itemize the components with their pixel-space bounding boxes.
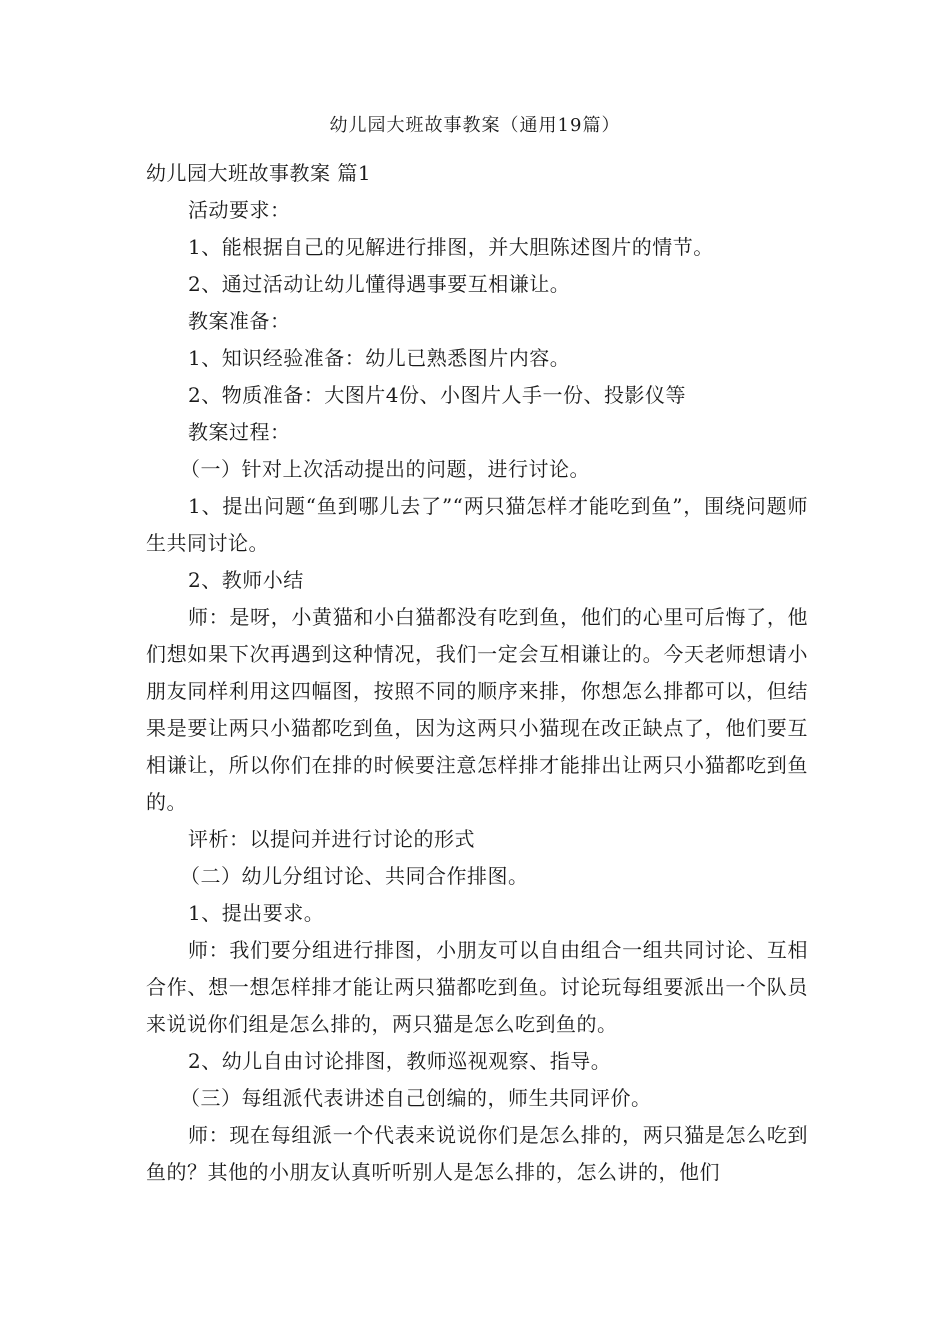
paragraph: 1、提出要求。 bbox=[188, 901, 325, 925]
paragraph: （三）每组派代表讲述自己创编的，师生共同评价。 bbox=[180, 1086, 652, 1110]
paragraph: 2、幼儿自由讨论排图，教师巡视观察、指导。 bbox=[188, 1049, 612, 1073]
paragraph: 1、提出问题“鱼到哪儿去了”“两只猫怎样才能吃到鱼”，围绕问题师生共同讨论。 bbox=[146, 494, 808, 555]
paragraph: 活动要求： bbox=[188, 198, 291, 222]
paragraph: 2、教师小结 bbox=[188, 568, 304, 592]
paragraph: 师：我们要分组进行排图，小朋友可以自由组合一组共同讨论、互相合作、想一想怎样排才能让两只猫都吃到鱼。讨论玩每组要派出一个队员来说说你们组是怎么排的，两只猫是怎么吃到鱼的。 bbox=[146, 938, 808, 1036]
document-body bbox=[146, 155, 808, 1191]
paragraph: 2、物质准备：大图片4份、小图片人手一份、投影仪等 bbox=[188, 383, 686, 407]
paragraph: （一）针对上次活动提出的问题，进行讨论。 bbox=[180, 457, 590, 481]
paragraph: 师：现在每组派一个代表来说说你们是怎么排的，两只猫是怎么吃到鱼的？其他的小朋友认真听听别人是怎么排的，怎么讲的，他们 bbox=[146, 1123, 808, 1184]
paragraph: 评析：以提问并进行讨论的形式 bbox=[188, 827, 475, 851]
document-title: 幼儿园大班故事教案（通用19篇） bbox=[329, 115, 621, 136]
section-heading: 幼儿园大班故事教案 篇1 bbox=[146, 161, 372, 185]
paragraph: 教案过程： bbox=[188, 420, 291, 444]
paragraph: 师：是呀，小黄猫和小白猫都没有吃到鱼，他们的心里可后悔了，他们想如果下次再遇到这种情况，我们一定会互相谦让的。今天老师想请小朋友同样利用这四幅图，按照不同的顺序来排，你想怎么排都可以，但结果是要让两只小猫都吃到鱼，因为这两只小猫现在改正缺点了，他们要互相谦让，所以你们在排的时候要注意怎样排才能排出让两只小猫都吃到鱼的。 bbox=[146, 605, 808, 814]
paragraph: （二）幼儿分组讨论、共同合作排图。 bbox=[180, 864, 529, 888]
paragraph: 1、知识经验准备：幼儿已熟悉图片内容。 bbox=[188, 346, 571, 370]
paragraph: 2、通过活动让幼儿懂得遇事要互相谦让。 bbox=[188, 272, 571, 296]
paragraph: 1、能根据自己的见解进行排图，并大胆陈述图片的情节。 bbox=[188, 235, 714, 259]
paragraph: 教案准备： bbox=[188, 309, 291, 333]
